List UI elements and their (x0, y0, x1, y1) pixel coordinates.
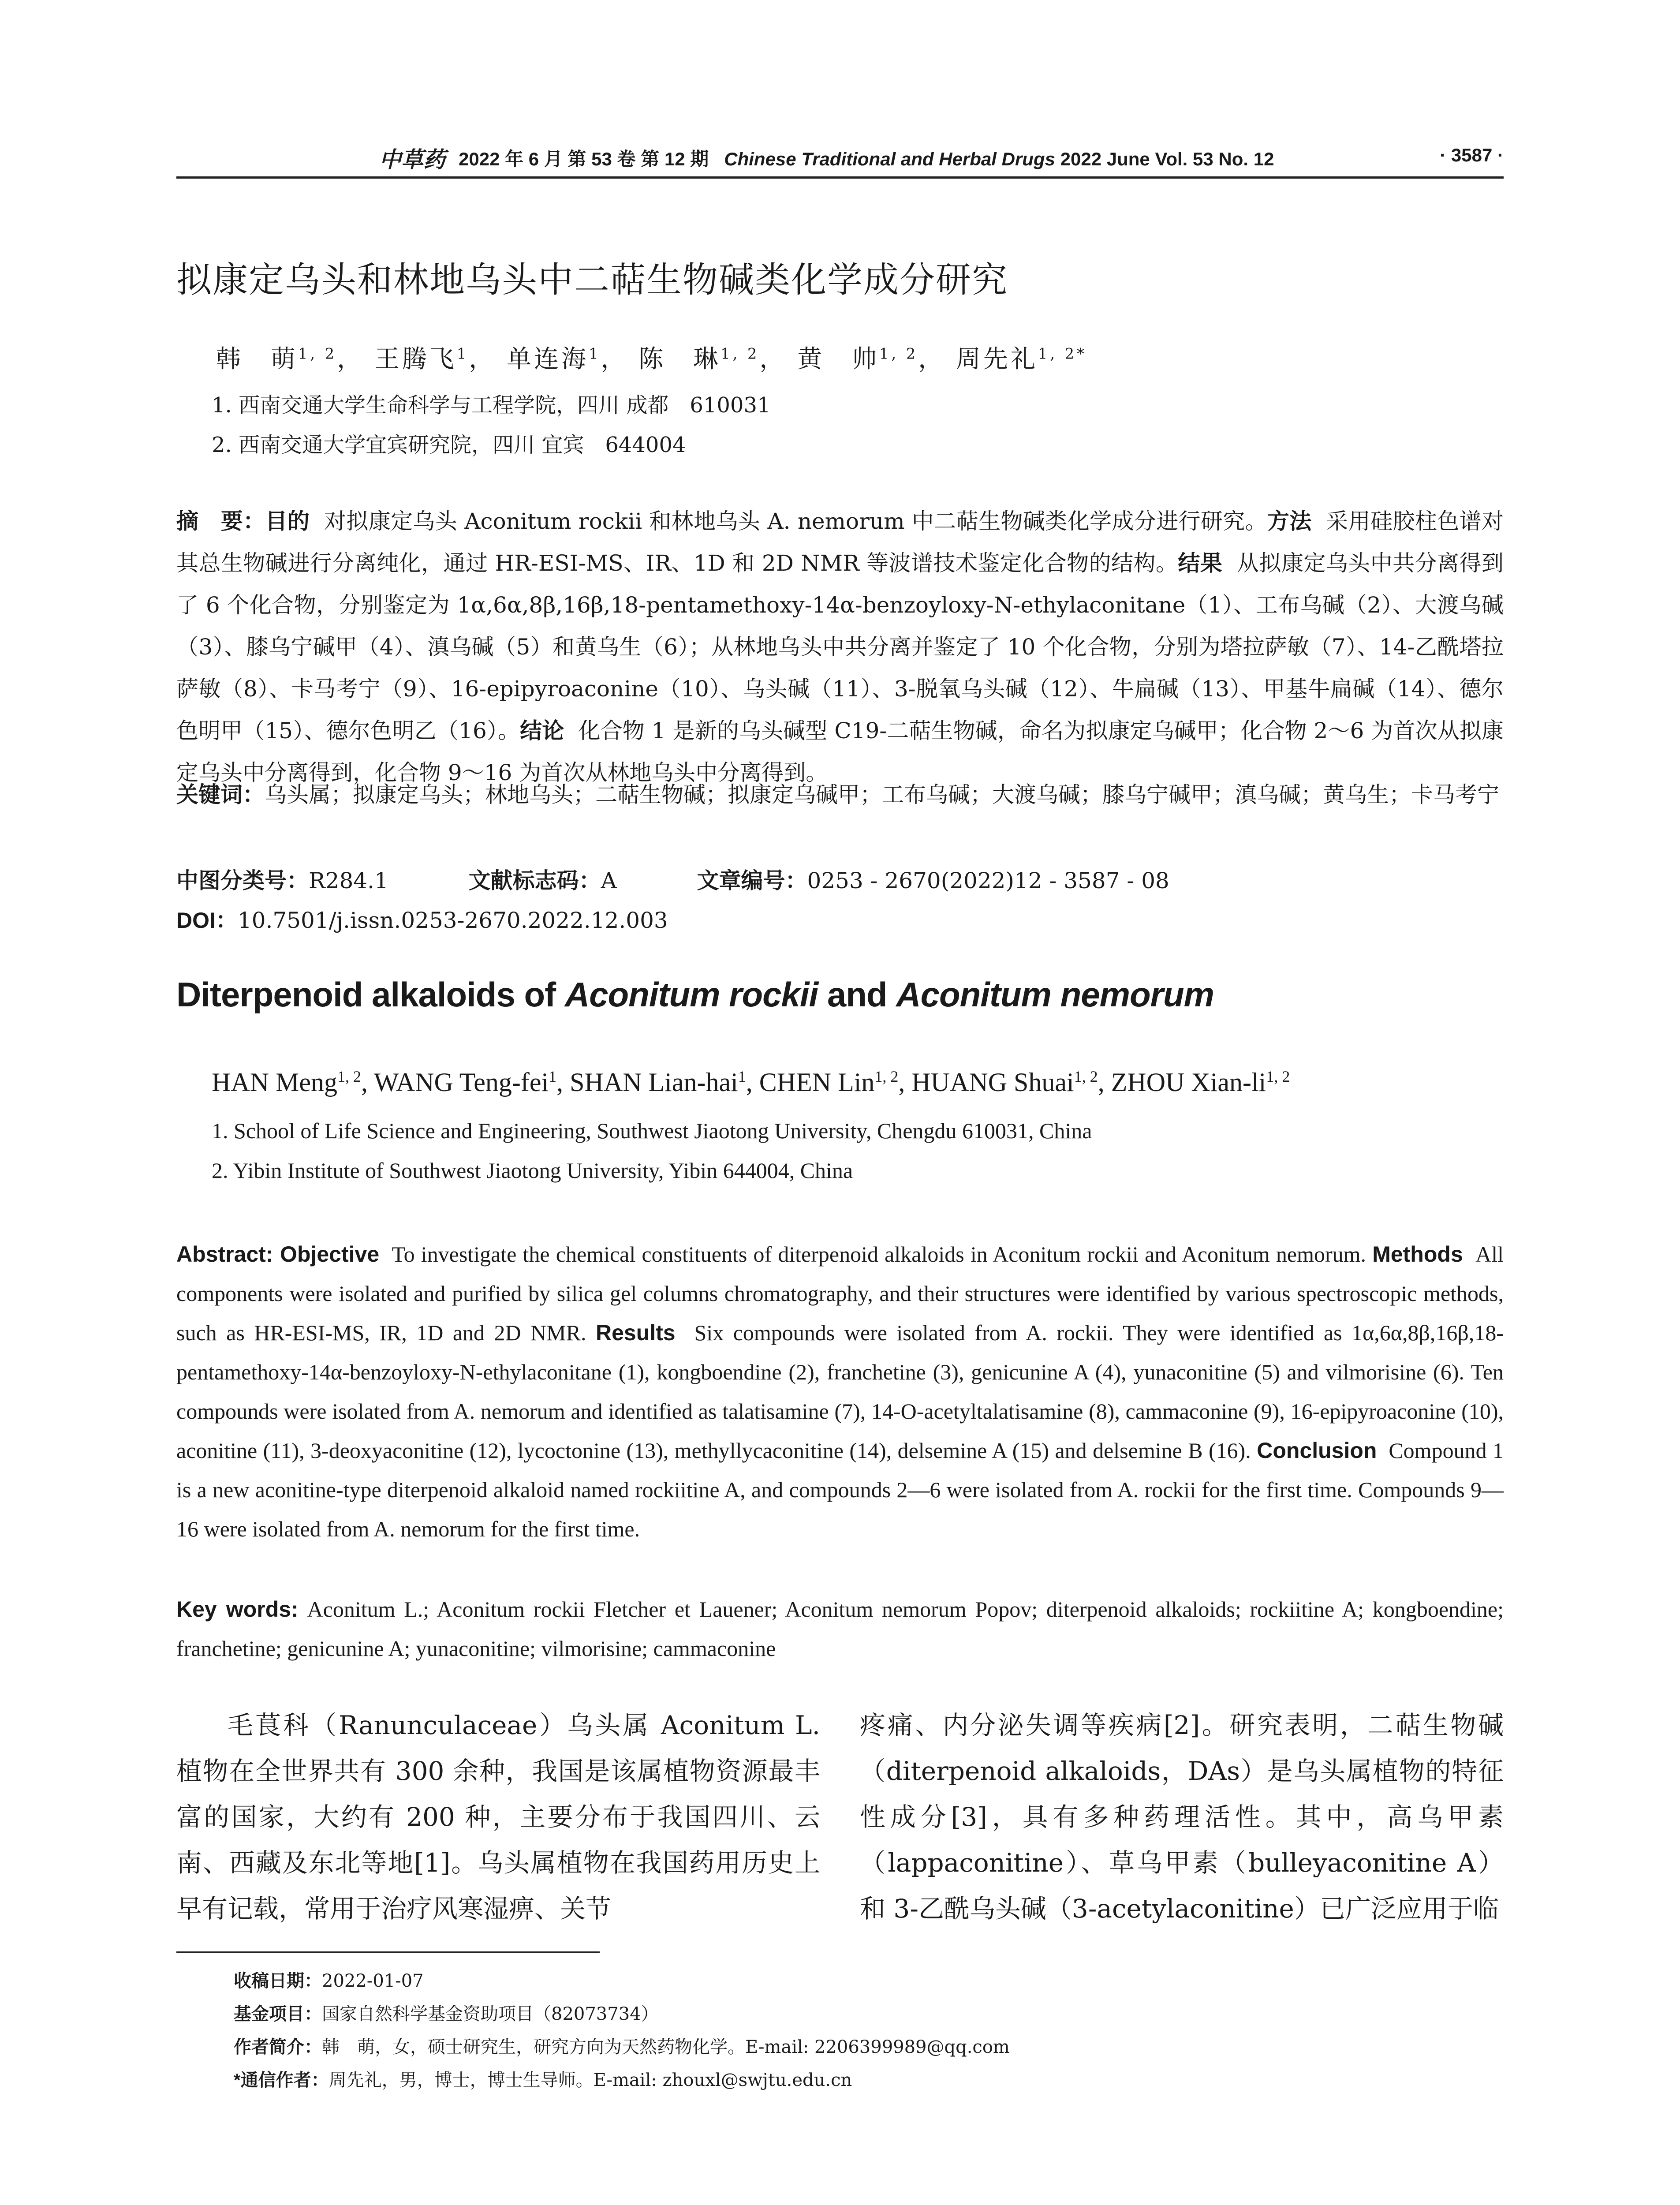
author: ZHOU Xian-li (1111, 1068, 1266, 1097)
footnote-label: 作者简介： (234, 2037, 322, 2057)
methods-label: 方法 (1267, 509, 1312, 534)
author-sup: 1 (456, 345, 469, 363)
author-sup: 1 (589, 345, 601, 363)
en-affiliation-2: 2. Yibin Institute of Southwest Jiaotong University, Yibin 644004, China (212, 1158, 853, 1183)
en-results-label: Results (595, 1320, 676, 1345)
footnote-label: 收稿日期： (234, 1971, 322, 1991)
issue-info (459, 145, 1274, 171)
cn-keywords (176, 774, 1504, 816)
en-title (176, 975, 1214, 1015)
cn-affiliation-1: 1. 西南交通大学生命科学与工程学院，四川 成都 610031 (212, 393, 771, 418)
footnote-funding (234, 2000, 659, 2025)
en-authors: HAN Meng$^{1, 2}$, WANG Teng-fei$^1$, SHAN Lian-hai$^1$, CHEN Lin$^{1, 2}$, HUANG Shuai$^{1, 2}$, ZHOU Xian-li$^{1, 2}$ (212, 1068, 1290, 1097)
cn-abstract (176, 501, 1504, 794)
author: 黄 帅 (797, 345, 880, 374)
en-title-and: and (818, 975, 896, 1014)
author-sup: 1, 2 (721, 345, 760, 363)
footnote-text: 国家自然科学基金资助项目（82073734） (322, 2004, 659, 2024)
cn-affiliation-2: 2. 西南交通大学宜宾研究院，四川 宜宾 644004 (212, 433, 686, 457)
footnote-rule (176, 1951, 600, 1953)
footnote-text: 韩 萌，女，硕士研究生，研究方向为天然药物化学。E-mail: 2206399989@qq.com (322, 2037, 1010, 2057)
en-objective-text: To investigate the chemical constituents of diterpenoid alkaloids in Aconitum rockii and Aconitum nemorum. (392, 1242, 1366, 1267)
conclusion-text: 化合物 1 是新的乌头碱型 C19-二萜生物碱，命名为拟康定乌碱甲；化合物 2～6 为首次从拟康定乌头中分离得到，化合物 9～16 为首次从林地乌头中分离得到。 (176, 718, 1504, 785)
en-title-prefix: Diterpenoid alkaloids of (176, 975, 565, 1014)
en-methods-text: All components were isolated and purified by silica gel columns chromatography, and their structures were identified by various spectroscopic methods, such as HR-ESI-MS, IR, 1D and 2D NMR. (176, 1242, 1504, 1345)
objective-label: 目的 (265, 509, 310, 534)
en-conclusion-label: Conclusion (1257, 1438, 1377, 1463)
keywords-text: 乌头属；拟康定乌头；林地乌头；二萜生物碱；拟康定乌碱甲；工布乌碱；大渡乌碱；膝乌宁碱甲；滇乌碱；黄乌生；卡马考宁 (265, 782, 1499, 807)
results-label: 结果 (1178, 551, 1223, 576)
cn-authors: 韩 萌$^{1, 2}$， 王腾飞$^1$， 单连海$^1$， 陈 琳$^{1, 2}$， 黄 帅$^{1, 2}$， 周先礼$^{1, 2*}$ (216, 345, 1087, 374)
keywords-label: 关键词： (176, 782, 265, 807)
results-text: 从拟康定乌头中共分离得到了 6 个化合物，分别鉴定为 1α,6α,8β,16β,18-pentamethoxy-14α-benzoyloxy-N-ethylaconitane（1）、工布乌碱（2）、大渡乌碱（3）、膝乌宁碱甲（4）、滇乌碱（5）和黄乌生（6）；从林地乌头中共分离并鉴定了 10 个化合物，分别为塔拉萨敏（7）、14-乙酰塔拉萨敏（8）、卡马考宁（9）、16-epipyroaconine（10）、乌头碱（11）、3-脱氧乌头碱（12）、牛扁碱（13）、甲基牛扁碱（14）、德尔色明甲（15）、德尔色明乙（16）。 (176, 550, 1504, 744)
en-keywords-label: Key words: (176, 1597, 299, 1622)
abstract-label: 摘 要： (176, 509, 265, 534)
issue-en: 2022 June Vol. 53 No. 12 (1060, 149, 1274, 169)
en-title-species-2: Aconitum nemorum (896, 975, 1214, 1014)
footnote-text: 周先礼，男，博士，博士生导师。E-mail: zhouxl@swjtu.edu.cn (329, 2070, 852, 2090)
en-title-species-1: Aconitum rockii (564, 975, 818, 1014)
cn-title: 拟康定乌头和林地乌头中二萜生物碱类化学成分研究 (176, 259, 1008, 300)
conclusion-label: 结论 (520, 718, 564, 743)
footnote-label: 基金项目： (234, 2004, 322, 2024)
body-column-left: 毛茛科（Ranunculaceae）乌头属 Aconitum L. 植物在全世界共有 300 余种，我国是该属植物资源最丰富的国家，大约有 200 种，主要分布于我国四川、云南、西藏及东北等地[1]。乌头属植物在我国药用历史上早有记载，常用于治疗风寒湿痹、关节 (176, 1710, 820, 1924)
author: HUANG Shuai (911, 1068, 1074, 1097)
en-results-text: Six compounds were isolated from A. rockii. They were identified as 1α,6α,8β,16β,18-pentamethoxy-14α-benzoyloxy-N-ethylaconitane (1), kongboendine (2), franchetine (3), genicunine A (4), yunaconitine (5) and vilmorisine (6). Ten compounds were isolated from A. nemorum and identified as talatisamine (7), 14-O-acetyltalatisamine (8), cammaconine (9), 16-epipyroaconine (10), aconitine (11), 3-deoxyaconitine (12), lycoctonine (13), methyllycaconitine (14), delsemine A (15) and delsemine B (16). (176, 1320, 1504, 1463)
footnote-corresponding (234, 2066, 852, 2091)
footnote-author-bio (234, 2033, 1010, 2058)
author-sup: 1, 2 (1266, 1068, 1290, 1085)
objective-text: 对拟康定乌头 Aconitum rockii 和林地乌头 A. nemorum 中二萜生物碱类化学成分进行研究。 (324, 508, 1268, 534)
footnote-received (234, 1967, 424, 1992)
clc-value: R284.1 (309, 868, 388, 893)
author: 韩 萌 (216, 345, 298, 374)
header-rule (176, 176, 1504, 179)
article-no-value: 0253 - 2670(2022)12 - 3587 - 08 (807, 868, 1169, 893)
en-abstract-label: Abstract: Objective (176, 1242, 380, 1267)
author-sup: 1, 2 (298, 345, 337, 363)
author: 陈 琳 (638, 345, 721, 374)
en-abstract (176, 1235, 1504, 1549)
author: WANG Teng-fei (373, 1068, 549, 1097)
en-conclusion-text: Compound 1 is a new aconitine-type diterpenoid alkaloid named rockiitine A, and compounds 2—6 were isolated from A. rockii for the first time. Compounds 9—16 were isolated from A. nemorum for the first time. (176, 1438, 1504, 1541)
author-sup: 1, 2 (1074, 1068, 1098, 1085)
en-keywords (176, 1590, 1504, 1668)
clc-label: 中图分类号： (176, 868, 309, 893)
page-number: · 3587 · (1440, 145, 1504, 165)
author-sup: 1 (549, 1068, 557, 1085)
methods-text: 采用硅胶柱色谱对其总生物碱进行分离纯化，通过 HR-ESI-MS、IR、1D 和 2D NMR 等波谱技术鉴定化合物的结构。 (176, 508, 1504, 576)
author: SHAN Lian-hai (570, 1068, 738, 1097)
article-no-label: 文章编号： (697, 868, 807, 893)
author: 周先礼 (956, 345, 1038, 374)
doi-line (176, 900, 1504, 942)
en-affiliation-1: 1. School of Life Science and Engineering, Southwest Jiaotong University, Chengdu 610031, China (212, 1118, 1092, 1143)
author: 王腾飞 (374, 345, 457, 374)
doi-value: 10.7501/j.issn.0253-2670.2022.12.003 (237, 908, 668, 933)
en-keywords-text: Aconitum L.; Aconitum rockii Fletcher et Lauener; Aconitum nemorum Popov; diterpenoid alkaloids; rockiitine A; kongboendine; franchetine; genicunine A; yunaconitine; vilmorisine; cammaconine (176, 1597, 1504, 1661)
author: CHEN Lin (759, 1068, 875, 1097)
footnote-text: 2022-01-07 (322, 1971, 424, 1991)
doi-label: DOI： (176, 908, 238, 933)
body-column-right: 疼痛、内分泌失调等疾病[2]。研究表明，二萜生物碱（diterpenoid alkaloids，DAs）是乌头属植物的特征性成分[3]，具有多种药理活性。其中，高乌甲素（lappaconitine）、草乌甲素（bulleyaconitine A）和 3-乙酰乌头碱（3-acetylaconitine）已广泛应用于临 (860, 1710, 1504, 1924)
issue-cn: 2022 年 6 月 第 53 卷 第 12 期 (459, 149, 709, 169)
cn-classification (176, 860, 1504, 902)
journal-brand: 中草药 (379, 146, 445, 172)
author: 单连海 (507, 345, 589, 374)
doc-code-value: A (601, 868, 617, 893)
author-sup: 1, 2 (879, 345, 918, 363)
doc-code-label: 文献标志码： (468, 868, 601, 893)
author-sup: 1 (738, 1068, 746, 1085)
author-sup: 1, 2 (874, 1068, 899, 1085)
author: HAN Meng (212, 1068, 337, 1097)
running-header (176, 142, 1504, 177)
journal-en: Chinese Traditional and Herbal Drugs (724, 149, 1055, 169)
author-sup: 1, 2* (1038, 345, 1087, 363)
footnote-label: *通信作者： (234, 2070, 329, 2090)
author-sup: 1, 2 (337, 1068, 361, 1085)
en-methods-label: Methods (1372, 1242, 1463, 1267)
